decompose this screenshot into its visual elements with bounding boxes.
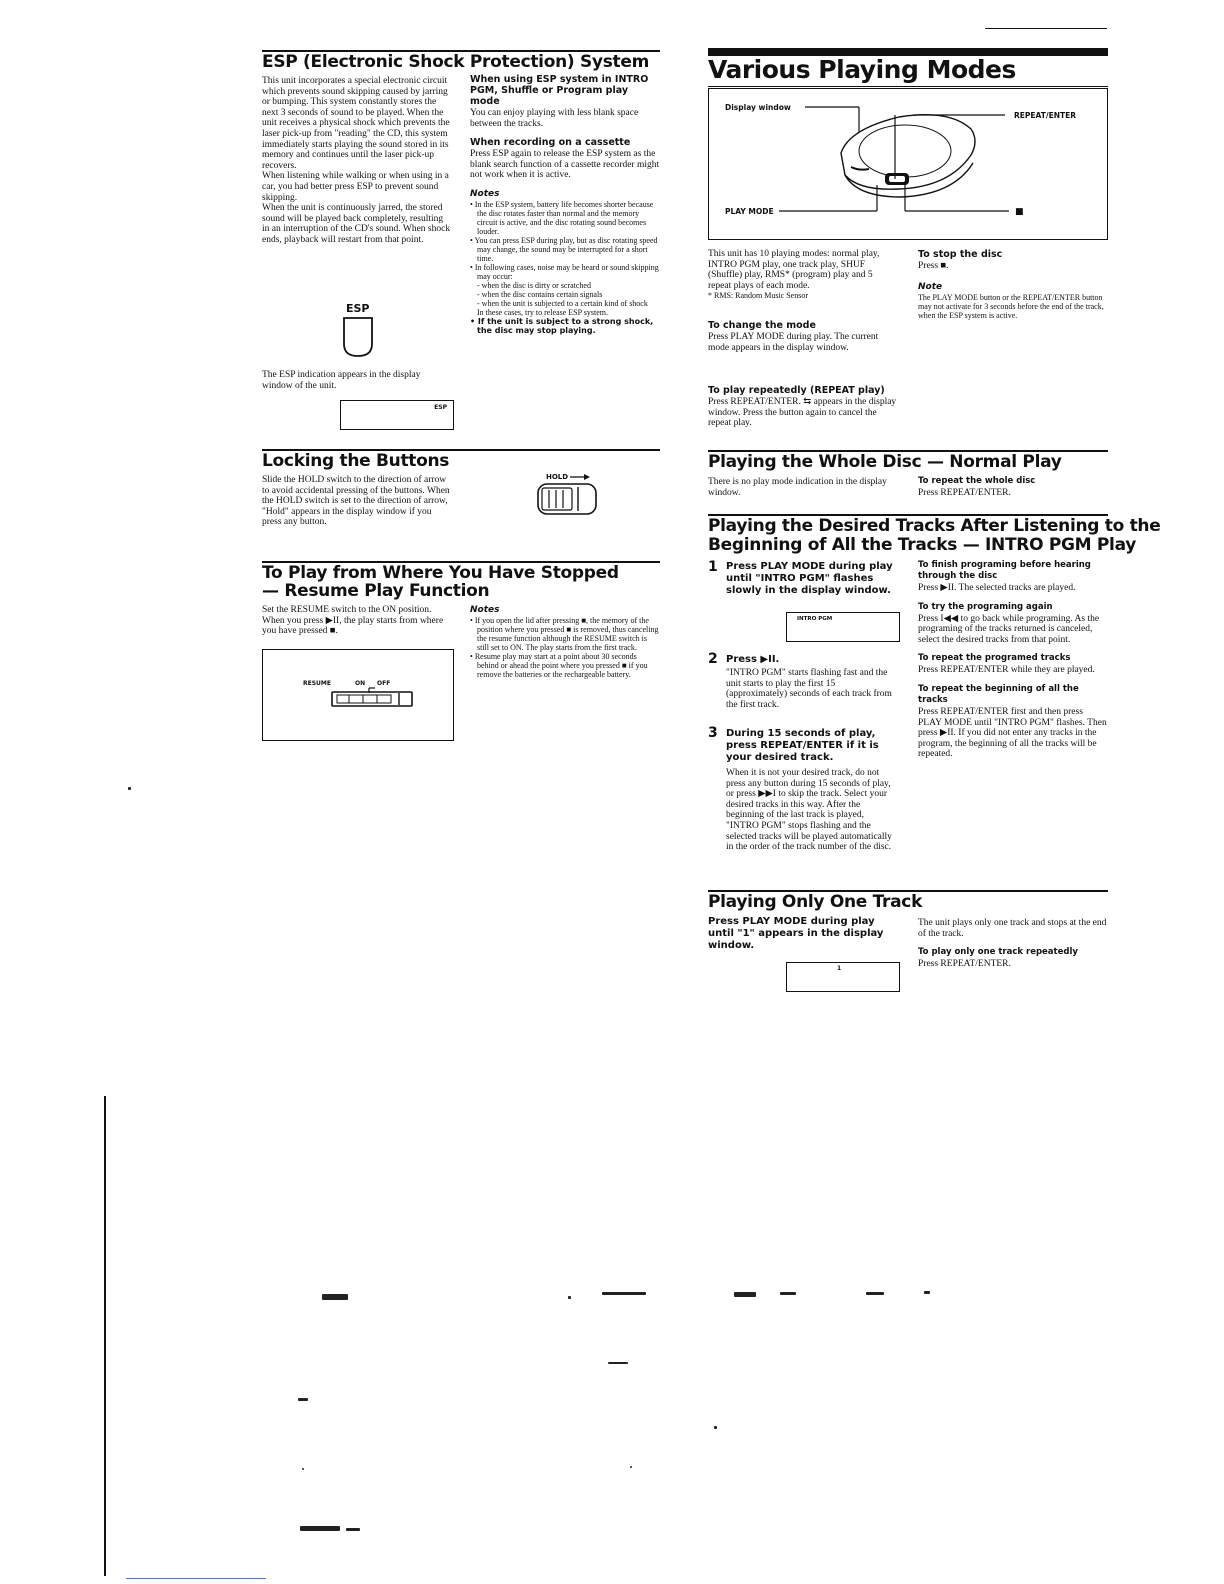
scan-speck xyxy=(734,1292,756,1297)
modes-note-title: Note xyxy=(918,281,943,292)
esp-display-window xyxy=(340,400,454,430)
resume-notes xyxy=(470,605,660,679)
resume-title-line1: To Play from Where You Have Stopped xyxy=(262,563,619,583)
repeat-all-head: To repeat the beginning of all the tracks xyxy=(918,683,1079,705)
bottom-margin-line xyxy=(126,1578,266,1579)
resume-notes-list xyxy=(470,616,660,679)
esp-sub-note-3: - when the unit is subjected to a certain kind of shock xyxy=(477,299,660,308)
label-stop: ■ xyxy=(1015,207,1024,217)
esp-note-3: • In following cases, noise may be heard or sound skipping may occur: xyxy=(470,263,660,281)
finish-head: To finish programing before hearing through the disc xyxy=(918,560,1091,581)
repeat-all-text: Press REPEAT/ENTER first and then press PLAY MODE until "INTRO PGM" flashes. Then press ▶II. If you did not enter any tracks in the program, the beginning of all the tracks will be repeated. xyxy=(918,706,1107,760)
one-track-head: Press PLAY MODE during play until "1" appears in the display window. xyxy=(708,916,884,951)
step1-head: Press PLAY MODE during play until "INTRO PGM" flashes slowly in the display window. xyxy=(726,561,893,596)
intro-pgm-lcd-text: INTRO PGM xyxy=(797,616,833,622)
modes-note-text: The PLAY MODE button or the REPEAT/ENTER button may not activate for 3 seconds before the end of the track, when the ESP system is active. xyxy=(918,292,1104,320)
resume-note-1: • If you open the lid after pressing ■, the memory of the position where you pressed ■ is removed, thus canceling the resume function although the RESUME switch is still set to ON. The play starts from the first track. xyxy=(470,616,660,652)
whole-repeat-text: Press REPEAT/ENTER. xyxy=(918,488,1011,498)
resume-title-line2: — Resume Play Function xyxy=(262,581,490,601)
step3-head: During 15 seconds of play, press REPEAT/ENTER if it is your desired track. xyxy=(726,728,879,763)
esp-note-1: • In the ESP system, battery life becomes shorter because the disc rotates faster than normal and the memory circuit is active, and the disc rotating sound becomes louder. xyxy=(470,200,660,236)
step1-number: 1 xyxy=(708,559,718,575)
again-head: To try the programing again xyxy=(918,601,1053,612)
scan-speck xyxy=(780,1292,796,1295)
esp-right-column xyxy=(470,74,660,335)
esp-strong-shock: • If the unit is subject to a strong shock, the disc may stop playing. xyxy=(470,317,660,335)
resume-switch-icon xyxy=(329,686,419,710)
modes-repeat-head: To play repeatedly (REPEAT play) xyxy=(708,385,885,396)
esp-intro: This unit incorporates a special electronic circuit which prevents sound skipping caused by jarring or bumping. This system constantly stores the next 3 seconds of sound to be played. When the unit receives a physical shock which prevents the laser pick-up from "reading" the CD, this system immediately starts playing the sound stored in its memory and continues until the laser pick-up recovers. xyxy=(262,76,450,171)
scan-speck xyxy=(346,1528,360,1531)
esp-intro-text xyxy=(262,76,452,246)
intro-pgm-title-line2: Beginning of All the Tracks — INTRO PGM Play xyxy=(708,535,1137,555)
again-text: Press I◀◀ to go back while programing. As the programing of the tracks returned is canceled, select the desired tracks from that point. xyxy=(918,613,1100,645)
whole-title: Playing the Whole Disc — Normal Play xyxy=(708,452,1062,472)
resume-note-2: • Resume play may start at a point about 30 seconds behind or ahead the point where you pressed ■ if you remove the batteries or the rechargeable battery. xyxy=(470,652,660,679)
step3-number: 3 xyxy=(708,725,718,741)
hold-switch-icon xyxy=(534,470,598,520)
modes-stop-block xyxy=(918,249,1108,320)
one-track-repeat-head: To play only one track repeatedly xyxy=(918,947,1078,958)
one-track-title: Playing Only One Track xyxy=(708,892,923,912)
whole-repeat-block xyxy=(918,476,1108,499)
label-display-window: Display window xyxy=(725,103,791,112)
scan-speck xyxy=(608,1362,628,1364)
resume-text: Set the RESUME switch to the ON position. When you press ▶II, the play starts from where you have pressed ■. xyxy=(262,605,444,637)
esp-lcd-tag: ESP xyxy=(434,404,447,411)
one-track-repeat-text: Press REPEAT/ENTER. xyxy=(918,959,1011,970)
locking-text: Slide the HOLD switch to the direction of arrow to avoid accidental pressing of the buttons. When the HOLD switch is set to the direction of arrow, "Hold" appears in the display window if you press any button. xyxy=(262,475,450,528)
left-margin-line xyxy=(104,1096,106,1576)
modes-stop-text: Press ■. xyxy=(918,261,949,271)
step2-head: Press ▶II. xyxy=(726,654,780,665)
one-track-side xyxy=(918,918,1108,970)
esp-title: ESP (Electronic Shock Protection) System xyxy=(262,52,649,72)
step2-number: 2 xyxy=(708,651,718,667)
modes-change-block xyxy=(708,320,898,353)
cd-player-illustration xyxy=(709,89,1107,239)
scan-speck xyxy=(630,1466,632,1468)
esp-notes-list xyxy=(470,200,660,281)
repeat-prog-text: Press REPEAT/ENTER while they are played. xyxy=(918,665,1095,676)
esp-display-note: The ESP indication appears in the display window of the unit. xyxy=(262,370,421,391)
intro-pgm-title-line1: Playing the Desired Tracks After Listening to the xyxy=(708,516,1161,536)
step2-text: "INTRO PGM" starts flashing fast and the unit starts to play the first 15 (approximately) seconds of each track from the first track. xyxy=(726,668,892,710)
finish-text: Press ▶II. The selected tracks are played. xyxy=(918,583,1076,593)
scan-speck xyxy=(924,1291,930,1294)
modes-footnote: * RMS: Random Music Sensor xyxy=(708,291,809,301)
scan-speck xyxy=(322,1294,348,1300)
step3-text: When it is not your desired track, do not press any button during 15 seconds of play, or press ▶▶I to skip the track. Select your desired tracks in this way. After the beginning of the last track is played, "INTRO PGM" stops flashing and the selected tracks will be played automatically in the order of the track number of the disc. xyxy=(726,768,892,853)
scan-speck xyxy=(866,1292,884,1295)
modes-change-text: Press PLAY MODE during play. The current mode appears in the display window. xyxy=(708,332,879,353)
hold-label: HOLD xyxy=(546,473,569,481)
scan-speck xyxy=(298,1398,308,1401)
scan-speck xyxy=(128,787,131,790)
esp-button-label: ESP xyxy=(346,302,370,315)
modes-repeat-text: Press REPEAT/ENTER. ⇆ appears in the display window. Press the button again to cancel the repeat play. xyxy=(708,397,897,429)
modes-change-head: To change the mode xyxy=(708,320,816,331)
modes-diagram-box xyxy=(708,88,1108,240)
esp-note-2: • You can press ESP during play, but as disc rotating speed may change, the sound may be interrupted for a short time. xyxy=(470,236,660,263)
esp-button-icon xyxy=(340,314,376,360)
label-repeat-enter: REPEAT/ENTER xyxy=(1014,111,1077,120)
esp-sub-note-2: - when the disc contains certain signals xyxy=(477,290,660,299)
modes-repeat-block xyxy=(708,385,898,429)
scan-speck xyxy=(568,1296,571,1299)
modes-title-underline xyxy=(708,86,1108,87)
top-corner-line xyxy=(985,28,1107,29)
esp-cassette-head: When recording on a cassette xyxy=(470,137,631,149)
esp-intro-pgm-text: You can enjoy playing with less blank space between the tracks. xyxy=(470,108,639,129)
esp-cassette-text: Press ESP again to release the ESP system as the blank search function of a cassette recorder might not work when it is active. xyxy=(470,149,660,181)
esp-cases-text: In these cases, try to release ESP system. xyxy=(477,307,609,317)
scan-speck xyxy=(714,1426,717,1429)
repeat-prog-head: To repeat the programed tracks xyxy=(918,653,1071,664)
locking-title: Locking the Buttons xyxy=(262,451,450,471)
one-track-display xyxy=(786,962,900,992)
esp-jarred: When the unit is continuously jarred, the stored sound will be played back completely, resulting in an interruption of the CD's sound. When shock ends, playback will restart from that point. xyxy=(262,203,451,245)
intro-pgm-display xyxy=(786,612,900,642)
resume-on-label: ON xyxy=(355,680,366,687)
scan-speck xyxy=(302,1468,304,1470)
one-track-text: The unit plays only one track and stops at the end of the track. xyxy=(918,918,1107,939)
one-track-lcd-text: 1 xyxy=(837,965,842,972)
scan-speck xyxy=(602,1292,646,1295)
esp-sub-notes xyxy=(470,281,660,308)
resume-off-label: OFF xyxy=(377,680,391,687)
label-play-mode: PLAY MODE xyxy=(725,207,774,216)
resume-switch-label: RESUME xyxy=(303,680,331,687)
esp-notes-title: Notes xyxy=(470,188,500,199)
esp-sub-note-1: - when the disc is dirty or scratched xyxy=(477,281,660,290)
intro-pgm-side-notes xyxy=(918,560,1108,760)
modes-stop-head: To stop the disc xyxy=(918,249,1003,260)
resume-switch-box xyxy=(262,649,454,741)
resume-notes-title: Notes xyxy=(470,605,500,615)
modes-intro-block xyxy=(708,249,898,302)
whole-repeat-head: To repeat the whole disc xyxy=(918,476,1036,486)
whole-text: There is no play mode indication in the display window. xyxy=(708,477,887,498)
scan-speck xyxy=(300,1526,340,1531)
esp-strong-shock-list xyxy=(470,317,660,335)
esp-walking: When listening while walking or when using in a car, you had better press ESP to prevent sound skipping. xyxy=(262,171,449,203)
modes-intro: This unit has 10 playing modes: normal play, INTRO PGM play, one track play, SHUF (Shuffle) play, RMS* (program) play and 5 repeat plays of each mode. xyxy=(708,249,880,291)
modes-title: Various Playing Modes xyxy=(708,55,1016,84)
esp-intro-pgm-head: When using ESP system in INTRO PGM, Shuffle or Program play mode xyxy=(470,74,649,107)
